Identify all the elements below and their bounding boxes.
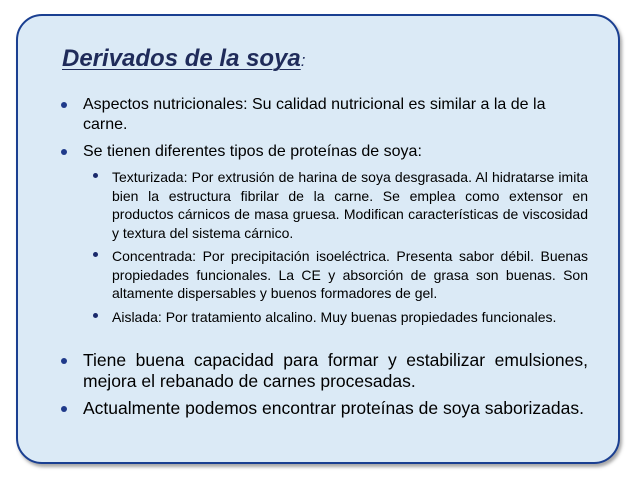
bullet-dot-icon [61,358,67,364]
sub-bullet-dot-icon [93,252,98,257]
bullet-text: Se tienen diferentes tipos de proteínas de soya: [83,143,422,160]
bullet-item-proteinas-saborizadas [83,398,588,419]
sub-bullet-text: Aislada: Por tratamiento alcalino. Muy buenas propiedades funcionales. [112,309,557,325]
sub-bullet-text: Texturizada: Por extrusión de harina de soya desgrasada. Al hidratarse imita bien la estructura fibrilar de la carne. Se emplea como extensor en productos cárnicos de masa gruesa. Modifican características de viscosidad y textura del sistema cárnico. [112,169,588,241]
sub-bullet-item-aislada [112,308,588,327]
bullet-dot-icon [61,102,67,108]
sub-bullet-item-concentrada [112,247,588,303]
bullet-item-tipos-proteinas [83,142,588,162]
slide-title-colon: : [300,51,306,70]
bullet-item-capacidad-emulsiones [83,350,588,392]
bullet-text: Tiene buena capacidad para formar y estabilizar emulsiones, mejora el rebanado de carnes procesadas. [83,350,588,391]
bullet-text: Actualmente podemos encontrar proteínas de soya saborizadas. [83,398,584,418]
sub-bullet-text: Concentrada: Por precipitación isoeléctrica. Presenta sabor débil. Buenas propiedades funcionales. La CE y absorción de grasa son buenas. Son altamente dispersables y buenos formadores de gel. [112,248,588,301]
sub-bullet-item-texturizada [112,168,588,242]
sub-bullet-dot-icon [93,173,98,178]
sub-bullet-dot-icon [93,313,98,318]
bullet-item-aspectos-nutricionales [83,95,588,135]
slide-title-text: Derivados de la soya [62,45,301,72]
bullet-text: Aspectos nutricionales: Su calidad nutricional es similar a la de la carne. [83,96,546,133]
bullet-dot-icon [61,406,67,412]
bullet-dot-icon [61,149,67,155]
